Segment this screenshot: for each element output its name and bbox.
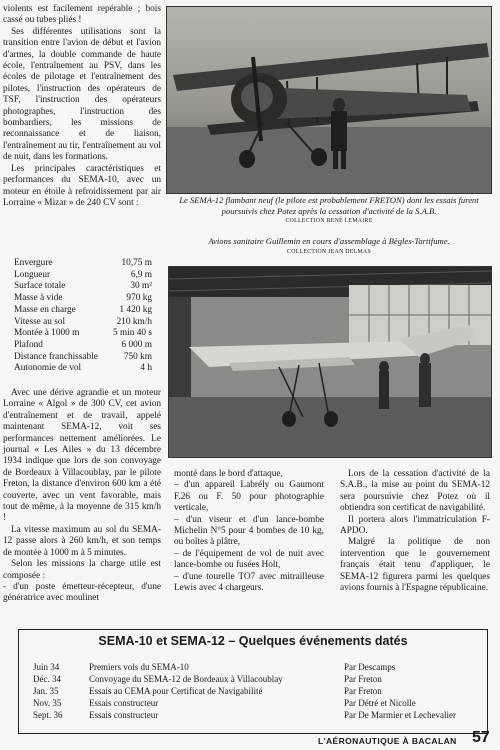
spec-value: 5 min 40 s	[113, 328, 152, 339]
spec-row	[14, 293, 152, 305]
spec-value: 30 m²	[130, 281, 152, 292]
spec-label: Masse en charge	[14, 304, 76, 315]
paragraph: violents est facilement repérable ; bois cassé ou tubes pliés !	[3, 4, 161, 26]
spec-row	[14, 270, 152, 282]
page-number: 57	[472, 729, 490, 746]
paragraph: Malgré la politique de non intervention que le gouvernement français était tenu d'appliquer, le SEMA-12 figurera parmi les quelques avions fournis à l'Espagne républicaine.	[340, 537, 490, 594]
event-event: Premiers vols du SEMA-10	[89, 662, 189, 672]
spec-row	[14, 317, 152, 329]
specs-table	[14, 258, 152, 375]
paragraph: Lors de la cessation d'activité de la S.A.B., la mise au point du SEMA-12 sera poursuivie chez Potez où il obtiendra son certificat de navigabilité.	[340, 469, 490, 514]
list-item: – d'un appareil Labrély ou Gaumont F.26 ou F. 50 pour photographie verticale,	[174, 480, 324, 514]
event-event: Essais constructeur	[89, 698, 159, 708]
publication-title: L'AÉRONAUTIQUE À BACALAN	[318, 736, 457, 746]
hangar-illustration	[169, 267, 491, 457]
paragraph: - d'un poste émetteur-récepteur, d'une génératrice avec moulinet	[3, 581, 161, 604]
paragraph: La vitesse maximum au sol du SEMA-12 passe alors à 260 km/h, et son temps de montée à 1000 m à 5 minutes.	[3, 524, 161, 558]
event-date: Nov. 35	[33, 698, 62, 708]
spec-label: Distance franchissable	[14, 351, 98, 362]
left-column-bottom	[3, 388, 161, 605]
event-by: Par Descamps	[344, 662, 396, 672]
paragraph: Il portera alors l'immatriculation F-APDO.	[340, 514, 490, 537]
spec-value: 6 000 m	[121, 339, 152, 350]
spec-label: Envergure	[14, 258, 53, 268]
paragraph: Avec une dérive agrandie et un moteur Lorraine « Algol » de 300 CV, cet avion d'entraînement et de travail, appelé maintenant SEMA-12, voit ses performances nettement améliorées. Le journal « Les Ailes » du 13 décembre 1934 indique que lors de son convoyage de Bordeaux à Villacoublay, par le pilote Freton, la distance d'environ 600 km a été couverte, avec un vent favorable, mais tout de même, à la moyenne de 315 km/h !	[3, 388, 161, 524]
spec-row	[14, 281, 152, 293]
spec-label: Masse à vide	[14, 293, 63, 304]
spec-row	[14, 258, 152, 270]
list-item: monté dans le bord d'attaque,	[174, 469, 283, 479]
middle-column	[174, 469, 324, 594]
biplane-illustration	[167, 7, 491, 193]
events-title: SEMA-10 et SEMA-12 – Quelques événements datés	[98, 634, 408, 648]
spec-value: 6,9 m	[130, 269, 152, 280]
spec-label: Surface totale	[14, 281, 66, 292]
event-date: Juin 34	[33, 662, 60, 672]
event-by: Par De Marmier et Lechevalier	[344, 710, 456, 720]
paragraph: Les principales caractéristiques et performances du SEMA-10, avec un moteur en étoile à refroidissement par air Lorraine « Mizar » de 240 CV sont :	[3, 163, 161, 208]
left-column-top	[3, 4, 161, 209]
event-event: Essais constructeur	[89, 710, 159, 720]
paragraph: Selon les missions la charge utile est composée :	[3, 559, 161, 581]
spec-label: Plafond	[14, 339, 43, 350]
event-date: Déc. 34	[33, 674, 61, 684]
spec-value: 1 420 kg	[119, 304, 152, 315]
list-item: – d'un viseur et d'un lance-bombe Michelin N°5 pour 4 bombes de 10 kg, ou boîtes à plâtre,	[174, 514, 324, 548]
event-by: Par Freton	[344, 674, 382, 684]
photo1-caption: Le SEMA-12 flambant neuf (le pilote est probablement FRETON) dont les essais furent poursuivis chez Potez après la cessation d'activité de la S.A.B.	[179, 195, 479, 216]
photo2-caption: Avions sanitaire Guillemin en cours d'assemblage à Bègles-Tartifume.	[208, 236, 450, 246]
spec-value: 4 h	[140, 363, 152, 374]
spec-row	[14, 328, 152, 340]
photo-guillemin-assembly	[168, 266, 492, 458]
events-box	[18, 629, 488, 734]
event-event: Essais au CEMA pour Certificat de Navigabilité	[89, 686, 263, 696]
right-column	[340, 469, 490, 594]
spec-value: 970 kg	[126, 293, 152, 304]
event-by: Par Freton	[344, 686, 382, 696]
spec-row	[14, 352, 152, 364]
spec-row	[14, 340, 152, 352]
photo1-credit: COLLECTION RENÉ LEMAIRE	[285, 218, 373, 224]
spec-label: Montée à 1000 m	[14, 328, 80, 339]
spec-label: Autonomie de vol	[14, 363, 82, 374]
spec-label: Longueur	[14, 269, 51, 280]
spec-row	[14, 305, 152, 317]
photo2-credit: COLLECTION JEAN DELMAS	[287, 249, 371, 255]
photo-sema12-biplane	[166, 6, 492, 194]
event-date: Sept. 36	[33, 710, 63, 720]
list-item: – de l'équipement de vol de nuit avec lance-bombe ou fusées Holt,	[174, 548, 324, 571]
spec-value: 210 km/h	[116, 316, 152, 327]
event-date: Jan. 35	[33, 686, 59, 696]
paragraph: Ses différentes utilisations sont la transition entre l'avion de début et l'avion d'armes, la double commande de haute école, l'entraînement au PSV, dans les écoles de pilotage et l'entraînement des pilotes, l'instruction des opérateurs de TSF, l'instruction des opérateurs photographes, l'instruction des bombardiers, les missions de reconnaissance et de liaison, l'entraînement au tir, l'entraînement au vol de nuit, dans les formations.	[3, 26, 161, 163]
event-by: Par Détré et Nicolle	[344, 698, 416, 708]
spec-value: 10,75 m	[121, 258, 152, 268]
event-event: Convoyage du SEMA-12 de Bordeaux à Villacoublay	[89, 674, 283, 684]
spec-value: 750 km	[123, 351, 152, 362]
spec-label: Vitesse au sol	[14, 316, 66, 327]
spec-row	[14, 363, 152, 375]
list-item: – d'une tourelle TO7 avec mitrailleuse Lewis avec 4 chargeurs.	[174, 571, 324, 594]
